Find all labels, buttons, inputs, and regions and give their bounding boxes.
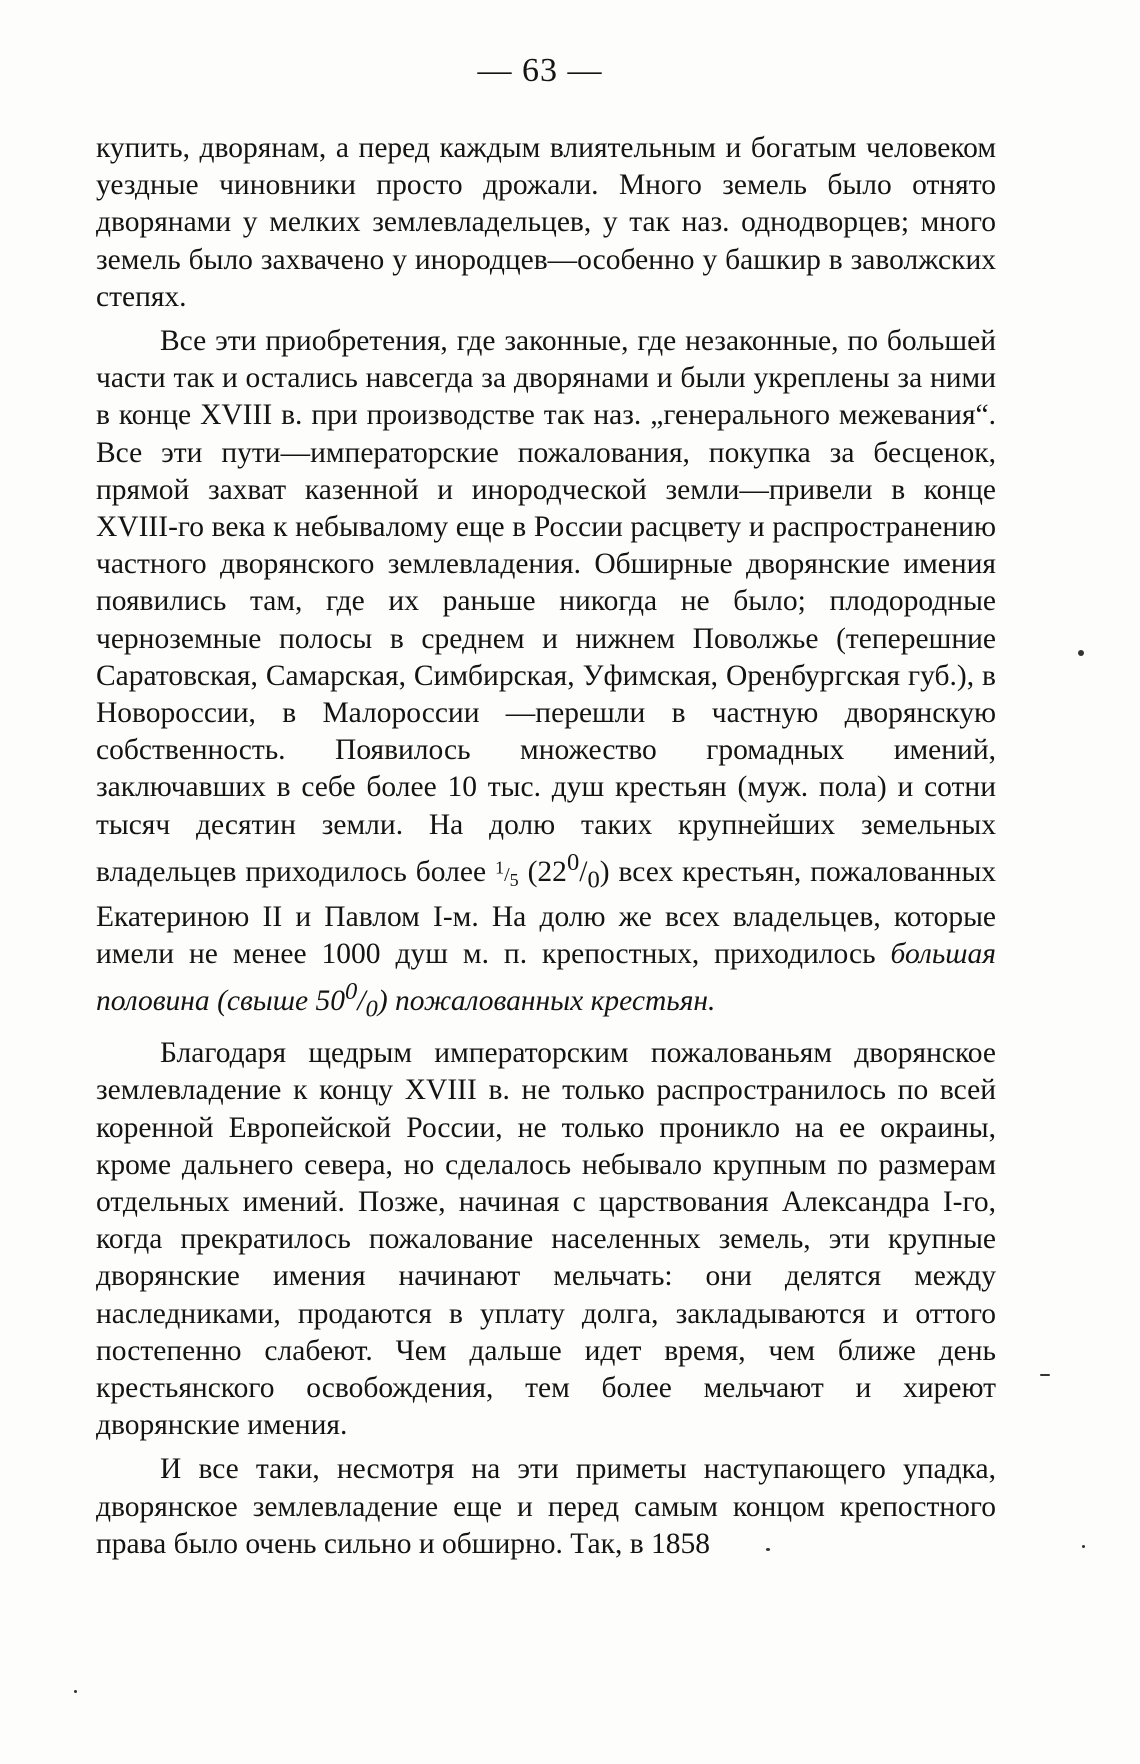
italic-phrase-granted-peasants: пожалованных крестьян. — [395, 985, 716, 1018]
paper-speck — [766, 1548, 770, 1551]
paragraph-3: Благодаря щедрым императорским пожалованьям дворянское землевладение к концу XVIII в. не только распространилось по всей коренной Европейской России, не только проникло на ее окраины, кроме дальнего севера, но сделалось небывало крупным по размерам отдельных имений. Позже, начиная с царствования Александра I-го, когда прекратилось пожалование населенных земель, эти крупные дворянские имения начинают мельчать: они делятся между наследниками, продаются в уплату долга, закладываются и оттого постепенно слабеют. Чем дальше идет время, чем ближе день крестьянского освобождения, тем более мельчают и хиреют дворянские имения. — [96, 1037, 996, 1442]
fraction-numerator: 1 — [495, 857, 505, 878]
fraction-one-fifth: $^1/_5$ — [495, 857, 519, 890]
paragraph-2-text-a: Все эти приобретения, где законные, где незаконные, по большей части так и остались навсегда за дворянами и были укреплены за ними в конце XVIII в. при производстве так наз. „генерального межевания“. Все эти пути—императорские пожалования, покупка за бесценок, прямой захват казенной и инородческой земли—привели в конце XVIII-го века к небывалому еще в России расцвету и распространению частного дворянского землевладения. Обширные дворянские имения появились там, где их раньше никогда не было; плодородные черноземные полосы в среднем и нижнем Поволжье (теперешние Саратовская, Самарская, Симбирская, Уфимская, Оренбургская губ.), в Новороссии, в Малороссии —перешли в частную дворянскую собственность. Появилось множество громадных имений, заключавших в себе более 10 тыс. душ крестьян (муж. пола) и сотни тысяч десятин земли. На долю таких крупнейших земельных владельцев приходилось более — [96, 325, 996, 888]
paper-speck — [1078, 650, 1084, 656]
percent-degree-c: 0 — [345, 978, 358, 1006]
paper-speck — [74, 1690, 77, 1693]
percent-degree-b: 0 — [587, 866, 600, 894]
paper-speck — [1040, 1374, 1050, 1376]
percent-degree-a: 0 — [566, 848, 580, 876]
paragraph-2-text-b: ) всех крестьян, пожалованных Екатериною II и Павлом I-м. На долю же всех владельцев, которые имели не менее 1000 душ м. п. крепостных, приходилось — [96, 855, 997, 971]
paragraph-4: И все таки, несмотря на эти приметы наступающего упадка, дворянское землевладение еще и перед самым концом крепостного права было очень сильно и обширно. Так, в 1858 — [96, 1453, 996, 1560]
paragraph-1: купить, дворянам, а перед каждым влиятельным и богатым человеком уездные чиновники просто дрожали. Много земель было отнято дворянами у мелких землевладельцев, у так наз. однодворцев; много земель было захвачено у инородцев—особенно у башкир в заволжских степях. — [96, 132, 996, 313]
fraction-denominator: 5 — [509, 869, 519, 890]
paragraph-2-percent-open: (22 — [527, 855, 567, 888]
percent-degree-d: 0 — [365, 996, 378, 1024]
body-text — [96, 130, 996, 1570]
page-number: — 63 — — [477, 52, 603, 89]
paper-speck — [1082, 1545, 1085, 1548]
paragraph-2: Все эти приобретения, где законные, где незаконные, по большей части так и остались навсегда за дворянами и были укреплены за ними в конце XVIII в. при производстве так наз. „генерального межевания“. Все эти пути—императорские пожалования, покупка за бесценок, прямой захват казенной и инородческой земли—привели в конце XVIII-го века к небывалому еще в России расцвету и распространению частного дворянского землевладения. Обширные дворянские имения появились там, где их раньше никогда не было; плодородные черноземные полосы в среднем и нижнем Поволжье (теперешние Саратовская, Самарская, Симбирская, Уфимская, Оренбургская губ.), в Новороссии, в Малороссии —перешли в частную дворянскую собственность. Появилось множество громадных имений, заключавших в себе более 10 тыс. душ крестьян (муж. пола) и сотни тысяч десятин земли. На долю таких крупнейших земельных владельцев приходилось более $^1/_5$ $(22^0/_0)$ всех крестьян, пожалованных Екатериною II и Павлом I-м. На долю же всех владельцев, которые имели не менее 1000 душ м. п. крепостных, приходилось большая половина (свыше $50^0/_0$) пожалованных крестьян. — [96, 325, 997, 1024]
italic-phrase-half: большая половина — [96, 938, 997, 1018]
paragraph-2-text-c: (свыше 50 — [217, 985, 346, 1018]
